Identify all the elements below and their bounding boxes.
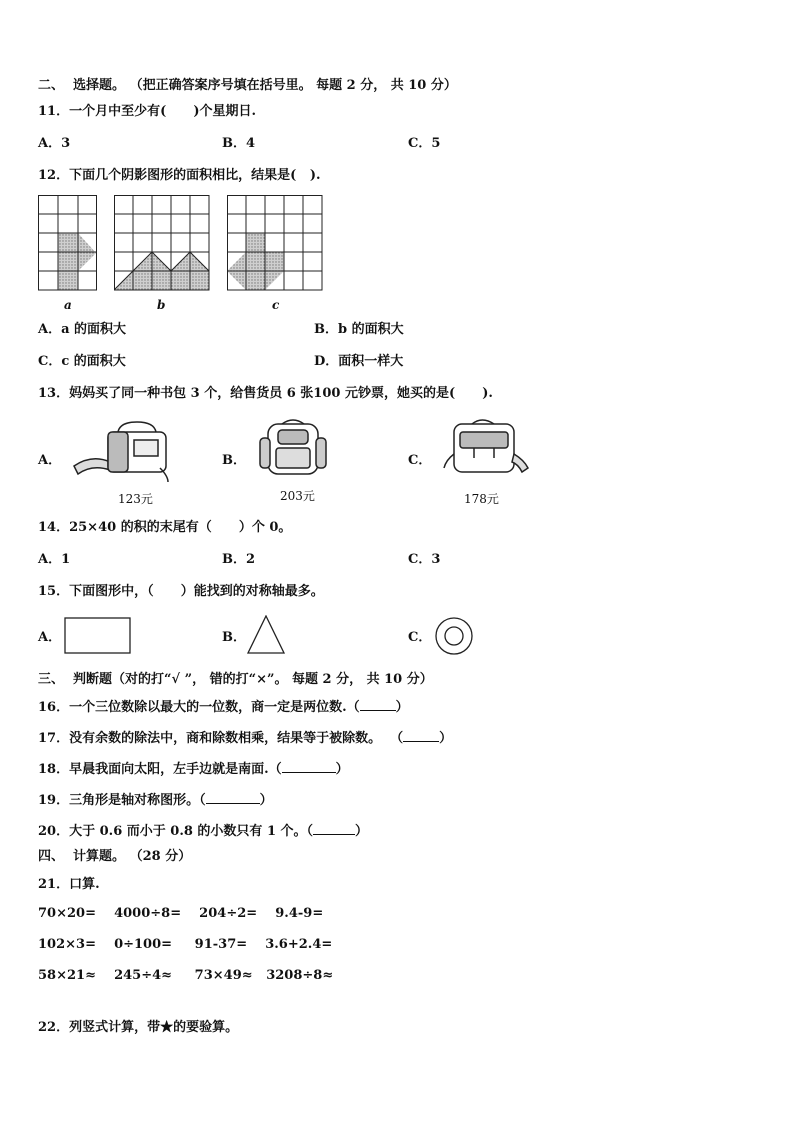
satchel-icon bbox=[442, 414, 532, 480]
price-label: 203元 bbox=[280, 489, 315, 503]
question-18 bbox=[38, 760, 349, 778]
question-22: 22．列竖式计算，带★的要验算。 bbox=[38, 1020, 239, 1035]
close-paren: ） bbox=[395, 700, 409, 715]
price-label: 123元 bbox=[118, 492, 153, 506]
grid-figure-a bbox=[38, 195, 98, 291]
shoulder-bag-icon bbox=[72, 418, 172, 484]
option-b[interactable]: B． bbox=[222, 453, 246, 468]
answer-blank[interactable] bbox=[282, 760, 336, 773]
section-heading: 四、 计算题。 （28 分） bbox=[38, 849, 192, 864]
figure-label-a: a bbox=[64, 298, 72, 312]
option-c[interactable]: C．5 bbox=[408, 136, 441, 151]
answer-blank[interactable] bbox=[360, 698, 396, 711]
answer-blank[interactable] bbox=[403, 729, 439, 742]
option-b[interactable]: B． bbox=[222, 630, 246, 645]
figure-label-b: b bbox=[157, 298, 166, 312]
calc-row: 70×20= 4000÷8= 204÷2= 9.4-9= bbox=[38, 906, 324, 921]
grid-figure-c bbox=[227, 195, 323, 291]
question-text: 18．早晨我面向太阳，左手边就是南面.（ bbox=[38, 762, 282, 777]
option-c[interactable]: C． bbox=[408, 630, 432, 645]
close-paren: ） bbox=[335, 762, 349, 777]
option-a[interactable]: A．1 bbox=[38, 552, 71, 567]
question-20 bbox=[38, 822, 368, 840]
option-a[interactable]: A．3 bbox=[38, 136, 71, 151]
question-17 bbox=[38, 729, 452, 747]
question-12: 12．下面几个阴影图形的面积相比，结果是( ). bbox=[38, 168, 321, 183]
question-13: 13．妈妈买了同一种书包 3 个，给售货员 6 张100 元钞票，她买的是( ). bbox=[38, 386, 493, 401]
option-c[interactable]: C．3 bbox=[408, 552, 441, 567]
backpack-icon bbox=[258, 416, 328, 478]
option-b[interactable]: B．2 bbox=[222, 552, 256, 567]
option-a[interactable]: A． bbox=[38, 453, 62, 468]
section-heading: 三、 判断题（对的打“√ ”， 错的打“×”。 每题 2 分， 共 10 分） bbox=[38, 672, 433, 687]
question-19 bbox=[38, 791, 273, 809]
option-b[interactable]: B．b 的面积大 bbox=[314, 322, 404, 337]
answer-blank[interactable] bbox=[313, 822, 355, 835]
question-text: 17．没有余数的除法中，商和除数相乘，结果等于被除数。 （ bbox=[38, 731, 404, 746]
question-15: 15．下面图形中，（ ）能找到的对称轴最多。 bbox=[38, 584, 324, 599]
rectangle-shape bbox=[64, 617, 132, 655]
figure-label-c: c bbox=[272, 298, 280, 312]
section-heading: 二、 选择题。 （把正确答案序号填在括号里。 每题 2 分， 共 10 分） bbox=[38, 78, 457, 93]
question-16 bbox=[38, 698, 409, 716]
question-14: 14．25×40 的积的末尾有（ ）个 0。 bbox=[38, 520, 292, 535]
answer-blank[interactable] bbox=[206, 791, 260, 804]
ring-shape bbox=[434, 616, 474, 656]
price-label: 178元 bbox=[464, 492, 499, 506]
question-text: 20．大于 0.6 而小于 0.8 的小数只有 1 个。（ bbox=[38, 824, 314, 839]
close-paren: ） bbox=[355, 824, 369, 839]
question-21: 21．口算. bbox=[38, 877, 100, 892]
option-b[interactable]: B．4 bbox=[222, 136, 256, 151]
option-d[interactable]: D．面积一样大 bbox=[314, 354, 404, 369]
question-11: 11．一个月中至少有( )个星期日. bbox=[38, 104, 257, 119]
option-a[interactable]: A． bbox=[38, 630, 62, 645]
option-c[interactable]: C． bbox=[408, 453, 432, 468]
question-text: 16．一个三位数除以最大的一位数，商一定是两位数.（ bbox=[38, 700, 360, 715]
question-text: 19．三角形是轴对称图形。（ bbox=[38, 793, 206, 808]
close-paren: ） bbox=[259, 793, 273, 808]
option-a[interactable]: A．a 的面积大 bbox=[38, 322, 127, 337]
calc-row: 102×3= 0÷100= 91-37= 3.6+2.4= bbox=[38, 937, 333, 952]
option-c[interactable]: C．c 的面积大 bbox=[38, 354, 126, 369]
calc-row: 58×21≈ 245÷4≈ 73×49≈ 3208÷8≈ bbox=[38, 968, 334, 983]
grid-figure-b bbox=[114, 195, 210, 291]
triangle-shape bbox=[246, 615, 286, 655]
close-paren: ） bbox=[439, 731, 453, 746]
